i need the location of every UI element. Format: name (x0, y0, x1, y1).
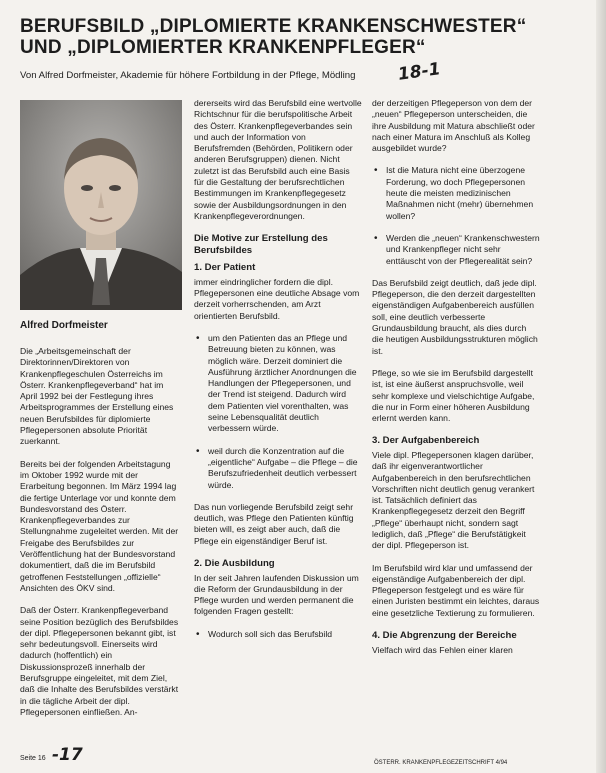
handwritten-page-number: -17 (52, 745, 83, 765)
photo-caption: Alfred Dorfmeister (20, 320, 108, 331)
list-item: • um den Patienten das an Pflege und Betreuung bieten zu können, was möglich wäre. Derzeit dominiert die Ausführung ärztlicher Anordnungen die Handlungen der Pflegepersonen, und der Trend ist steigend. Dadurch wird dem Patienten viel vorenthalten, was seine Lebensqualität deutlich verbessern würde. (194, 333, 362, 435)
list-item: • Ist die Matura nicht eine überzogene Forderung, wo doch Pflegepersonen heute die meisten medizinischen Maßnahmen nicht (mehr) übernehmen wollen? (372, 165, 540, 221)
paragraph: Die „Arbeitsgemeinschaft der Direktorinnen/Direktoren von Krankenpflegeschulen Österreichs im Österr. Krankenpflegeverband“ hat im April 1992 bei der Festlegung ihres Arbeitsprogrammes der Erstellung eines neuen Berufsbildes für diplomierte Pflegepersonen absolute Priorität zuerkannt. (20, 346, 174, 447)
paragraph: Bereits bei der folgenden Arbeitstagung im Oktober 1992 wurde mit der Erarbeitung begonnen. Im März 1994 lag die fertige Unterlage vor und konnte dem Bundesvorstand des Österr. Krankenpflegeverbandes zur Stellungnahme zugeleitet werden. Mit der Freigabe des Berufsbildes zur Veröffentlichung hat der Bundesvorstand dokumentiert, daß die im Berufsbild getroffenen Feststellungen „offizielle“ Ansichten des ÖKV sind. (20, 458, 179, 593)
list-item: • weil durch die Konzentration auf die „eigentliche“ Aufgabe – die Pflege – die Berufszufriedenheit deutlich verbessert würde. (194, 446, 362, 491)
page-number-label: Seite 16 (20, 755, 46, 762)
section-heading: 3. Der Aufgabenbereich (372, 435, 480, 447)
paragraph: Daß der Österr. Krankenpflegeverband seine Position bezüglich des Berufsbildes der dipl. Pflegepersonen bekannt gibt, ist sehr bedeutungsvoll. Einerseits wird dadurch (hoffentlich) ein Diskussionsprozeß innerhalb der Berufsgruppe eingeleitet, mit dem Ziel, daß die Inhalte des Berufsbildes verstärkt in die tägliche Arbeit der dipl. Pflegepersonen einfließen. An- (20, 605, 179, 717)
handwritten-note: 18-1 (396, 59, 442, 85)
title-line-1: BERUFSBILD „DIPLOMIERTE KRANKENSCHWESTER“ (20, 16, 527, 37)
paragraph: Das nun vorliegende Berufsbild zeigt sehr deutlich, was Pflege den Patienten künftig bieten will, es zeigt aber auch, daß die Pflege ein eigenständiger Beruf ist. (194, 501, 354, 546)
page-edge-shadow (596, 0, 606, 773)
section-heading: 2. Die Ausbildung (194, 558, 275, 569)
text-column-3 (372, 98, 540, 667)
paragraph: Vielfach wird das Fehlen einer klaren (372, 644, 513, 655)
paragraph: Das Berufsbild zeigt deutlich, daß jede dipl. Pflegeperson, die den derzeit dargestellten eigenständigen Aufgabenbereich ausfüllen soll, eine deutlich verbesserte Grundausbildung braucht, als dies durch die heutigen Ausbildungsstrukturen möglich ist. (372, 277, 538, 356)
section-heading: Die Motive zur Erstellung des Berufsbildes (194, 233, 328, 256)
paragraph: Pflege, so wie sie im Berufsbild dargestellt ist, ist eine äußerst anspruchsvolle, weil sehr komplexe und vielschichtige Aufgabe, die nur in Form einer höheren Ausbildung erlernt werden kann. (372, 367, 535, 424)
list-item: • Wodurch soll sich das Berufsbild (194, 629, 362, 640)
list-item: • Werden die „neuen“ Krankenschwestern und Krankenpfleger nicht sehr enttäuscht von der Pflegerealität sein? (372, 233, 540, 267)
text-column-2 (194, 98, 362, 651)
paragraph: immer eindringlicher fordern die dipl. Pflegepersonen eine deutliche Absage vom derzeit vorherrschenden, am Arzt orientierten Berufsbild. (194, 276, 360, 321)
author-portrait-photo (20, 100, 182, 310)
journal-footer: ÖSTERR. KRANKENPFLEGEZEITSCHRIFT 4/94 (374, 760, 508, 766)
text-column-1 (20, 346, 180, 729)
paragraph: In der seit Jahren laufenden Diskussion um die Reform der Grundausbildung in der Pflege wurden und werden permanent die folgenden Fragen gestellt: (194, 572, 359, 617)
article-title (20, 16, 580, 58)
section-heading: 1. Der Patient (194, 262, 256, 274)
paragraph: dererseits wird das Berufsbild eine wertvolle Richtschnur für die berufspolitische Arbeit des Österr. Krankenpflegeverbandes sein und auch der Information von Berufsfremden (Behörden, Politikern oder anderen Berufsgruppen) dienen. Nicht zuletzt ist das Berufsbild auch eine Basis für die Gestaltung der berufsrechtlichen Bestimmungen im Krankenpflegegesetz sowie der Ausbildungsordnungen in den Krankenpflegeverordnungen. (194, 98, 362, 221)
bullet-list (372, 165, 540, 266)
paragraph: Im Berufsbild wird klar und umfassend der eigenständige Aufgabenbereich der dipl. Pflegeperson festgelegt und es wäre für einen Juristen bestimmt ein leichtes, daraus eine gesetzliche Textierung zu formulieren. (372, 562, 540, 618)
author-byline: Von Alfred Dorfmeister, Akademie für höhere Fortbildung in der Pflege, Mödling (20, 70, 356, 81)
paragraph: Viele dipl. Pflegepersonen klagen darüber, daß ihr eigenverantwortlicher Aufgabenbereich in den berufsrechtlichen Vorschriften nicht deutlich genug verankert ist. Tatsächlich definiert das Krankenpflegegesetz derzeit den Begriff „Pflege“ überhaupt nicht, sondern sagt lediglich, daß „Pflege“ die Berufstätigkeit der dipl. Pflegeperson ist. (372, 449, 535, 551)
paragraph: der derzeitigen Pflegeperson von dem der „neuen“ Pflegeperson unterscheiden, die ihre Ausbildung mit Matura abschließt oder nach einer Matura im Anschluß als Kolleg ausgebildet wurde? (372, 98, 535, 154)
bullet-list (194, 333, 362, 491)
section-heading: 4. Die Abgrenzung der Bereiche (372, 630, 517, 642)
title-line-2: UND „DIPLOMIERTER KRANKENPFLEGER“ (20, 37, 426, 58)
bullet-list (194, 629, 362, 640)
